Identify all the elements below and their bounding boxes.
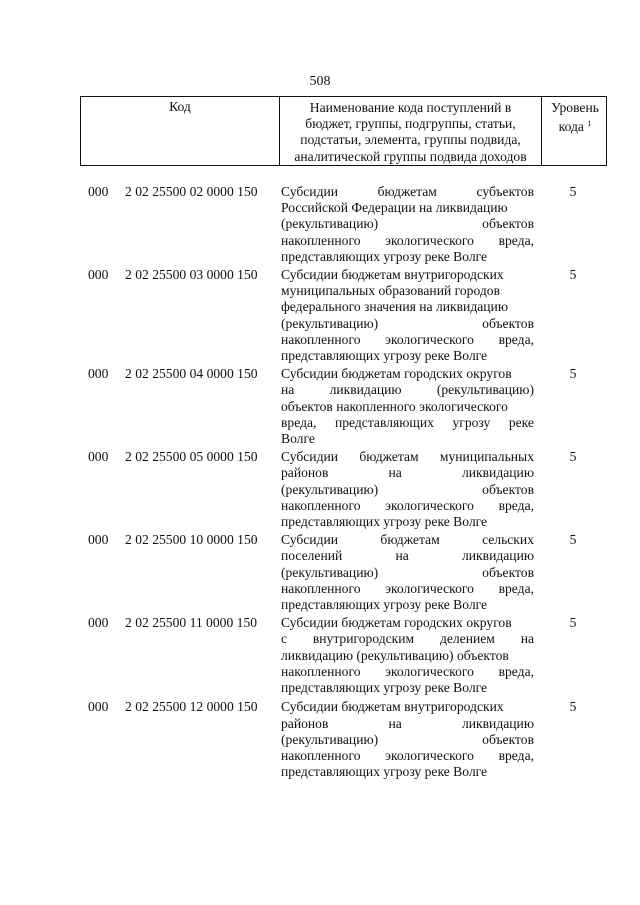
description-word: федерального значения на ликвидацию bbox=[281, 299, 508, 315]
table-row bbox=[88, 449, 608, 530]
header-level-line bbox=[542, 116, 608, 135]
table-header bbox=[80, 96, 607, 166]
description-word: объектов bbox=[482, 216, 534, 232]
description-line bbox=[281, 514, 534, 530]
revenue-description bbox=[281, 184, 534, 265]
table-row bbox=[88, 615, 608, 696]
description-line bbox=[281, 431, 534, 447]
code-prefix: 000 bbox=[88, 449, 109, 465]
table-row bbox=[88, 184, 608, 265]
description-word: на bbox=[281, 382, 295, 398]
description-line bbox=[281, 283, 534, 299]
description-word: внутригородским bbox=[312, 631, 415, 647]
code-prefix: 000 bbox=[88, 532, 109, 548]
description-line bbox=[281, 615, 534, 631]
description-word: поселений bbox=[281, 548, 343, 564]
description-word: муниципальных bbox=[439, 449, 534, 465]
description-word: представляющих угрозу реке Волге bbox=[281, 248, 488, 264]
description-word: (рекультивацию) bbox=[281, 564, 379, 580]
description-word: вреда, bbox=[281, 414, 317, 430]
code-level: 5 bbox=[569, 449, 577, 465]
description-word: накопленного bbox=[281, 580, 361, 596]
table-row bbox=[88, 366, 608, 447]
revenue-description bbox=[281, 267, 534, 364]
code-level: 5 bbox=[569, 699, 577, 715]
description-line bbox=[281, 664, 534, 680]
description-line bbox=[281, 399, 534, 415]
description-word: Субсидии бюджетам внутригородских bbox=[281, 267, 504, 283]
description-word: представляющих угрозу реке Волге bbox=[281, 348, 488, 364]
description-word: накопленного bbox=[281, 663, 361, 679]
description-word: (рекультивацию) bbox=[281, 481, 379, 497]
description-line bbox=[281, 200, 534, 216]
description-word: ликвидацию (рекультивацию) объектов bbox=[281, 647, 509, 663]
description-line bbox=[281, 184, 534, 200]
code-level: 5 bbox=[569, 184, 577, 199]
description-line bbox=[281, 680, 534, 696]
description-line bbox=[281, 716, 534, 732]
description-line bbox=[281, 748, 534, 764]
description-word: вреда, bbox=[498, 232, 534, 248]
revenue-description bbox=[281, 699, 534, 780]
code-prefix: 000 bbox=[88, 267, 109, 283]
header-name-line: бюджет, группы, подгруппы, статьи, bbox=[305, 116, 516, 132]
description-word: Российской Федерации на ликвидацию bbox=[281, 200, 508, 216]
description-line bbox=[281, 348, 534, 364]
description-word: представляющих угрозу реке Волге bbox=[281, 597, 488, 613]
description-word: представляющих угрозу реке Волге bbox=[281, 764, 488, 780]
description-word: представляющих угрозу реке Волге bbox=[281, 514, 488, 530]
description-line bbox=[281, 597, 534, 613]
description-line bbox=[281, 449, 534, 465]
description-word: объектов bbox=[482, 481, 534, 497]
table-row bbox=[88, 267, 608, 364]
description-word: вреда, bbox=[498, 663, 534, 679]
description-word: накопленного bbox=[281, 232, 361, 248]
description-word: на bbox=[388, 465, 402, 481]
description-word: угрозу bbox=[452, 414, 491, 430]
table-row bbox=[88, 532, 608, 613]
description-word: на bbox=[395, 548, 409, 564]
description-line bbox=[281, 316, 534, 332]
description-word: (рекультивацию) bbox=[436, 382, 534, 398]
revenue-code: 2 02 25500 02 0000 150 bbox=[125, 184, 258, 199]
header-level-line: Уровень bbox=[551, 100, 599, 115]
description-word: вреда, bbox=[498, 331, 534, 347]
description-word: на bbox=[388, 715, 402, 731]
description-line bbox=[281, 631, 534, 647]
code-prefix: 000 bbox=[88, 366, 109, 382]
description-word: бюджетам bbox=[359, 449, 419, 465]
description-word: экологического bbox=[385, 580, 474, 596]
revenue-code: 2 02 25500 04 0000 150 bbox=[125, 366, 258, 382]
description-word: объектов bbox=[482, 731, 534, 747]
description-word: представляющих угрозу реке Волге bbox=[281, 680, 488, 696]
description-line bbox=[281, 648, 534, 664]
description-line bbox=[281, 267, 534, 283]
description-line bbox=[281, 699, 534, 715]
revenue-description bbox=[281, 615, 534, 696]
revenue-code: 2 02 25500 03 0000 150 bbox=[125, 267, 258, 283]
description-word: объектов bbox=[482, 564, 534, 580]
description-word: вреда, bbox=[498, 747, 534, 763]
description-word: вреда, bbox=[498, 497, 534, 513]
description-line bbox=[281, 532, 534, 548]
header-name-line: Наименование кода поступлений в bbox=[309, 100, 512, 115]
table-row bbox=[88, 699, 608, 780]
description-line bbox=[281, 465, 534, 481]
revenue-code: 2 02 25500 12 0000 150 bbox=[125, 699, 258, 715]
description-word: Субсидии бюджетам городских округов bbox=[281, 366, 512, 382]
description-line bbox=[281, 249, 534, 265]
description-line bbox=[281, 581, 534, 597]
description-word: Субсидии бюджетам внутригородских bbox=[281, 699, 504, 715]
header-name-line: аналитической группы подвида доходов bbox=[294, 148, 527, 164]
description-word: вреда, bbox=[498, 580, 534, 596]
footnote-mark: 1 bbox=[587, 119, 592, 129]
description-word: Субсидии bbox=[281, 449, 339, 465]
header-level-text: кода bbox=[558, 119, 584, 135]
revenue-description bbox=[281, 449, 534, 530]
page-number: 508 bbox=[309, 74, 331, 89]
description-word: на bbox=[520, 631, 534, 647]
description-word: бюджетам bbox=[380, 532, 440, 548]
description-word: сельских bbox=[482, 532, 534, 548]
description-word: делением bbox=[439, 631, 495, 647]
description-word: экологического bbox=[385, 497, 474, 513]
description-line bbox=[281, 764, 534, 780]
code-level: 5 bbox=[569, 267, 577, 283]
description-word: (рекультивацию) bbox=[281, 315, 379, 331]
description-line bbox=[281, 366, 534, 382]
description-word: Волге bbox=[281, 431, 315, 447]
table-body bbox=[88, 184, 608, 780]
description-word: Субсидии bbox=[281, 184, 339, 199]
header-code: Код bbox=[169, 99, 191, 114]
code-prefix: 000 bbox=[88, 699, 109, 715]
description-word: реке bbox=[508, 414, 534, 430]
description-line bbox=[281, 565, 534, 581]
description-word: ликвидацию bbox=[329, 382, 402, 398]
description-word: районов bbox=[281, 465, 329, 481]
description-word: (рекультивацию) bbox=[281, 216, 379, 232]
description-word: ликвидацию bbox=[461, 465, 534, 481]
description-line bbox=[281, 498, 534, 514]
description-word: объектов bbox=[482, 315, 534, 331]
description-line bbox=[281, 216, 534, 232]
description-line bbox=[281, 299, 534, 315]
description-word: экологического bbox=[385, 232, 474, 248]
description-word: объектов накопленного экологического bbox=[281, 398, 508, 414]
description-line bbox=[281, 233, 534, 249]
revenue-code: 2 02 25500 10 0000 150 bbox=[125, 532, 258, 548]
description-word: Субсидии бюджетам городских округов bbox=[281, 615, 512, 631]
description-word: ликвидацию bbox=[461, 715, 534, 731]
description-word: накопленного bbox=[281, 331, 361, 347]
code-level: 5 bbox=[569, 615, 577, 631]
description-word: накопленного bbox=[281, 497, 361, 513]
code-prefix: 000 bbox=[88, 615, 109, 631]
description-word: представляющих bbox=[334, 414, 434, 430]
description-line bbox=[281, 332, 534, 348]
description-word: муниципальных образований городов bbox=[281, 283, 501, 299]
description-word: экологического bbox=[385, 747, 474, 763]
description-word: районов bbox=[281, 715, 329, 731]
description-line bbox=[281, 415, 534, 431]
description-word: экологического bbox=[385, 331, 474, 347]
header-name-line: подстатьи, элемента, группы подвида, bbox=[300, 132, 521, 148]
description-word: ликвидацию bbox=[461, 548, 534, 564]
description-word: экологического bbox=[385, 663, 474, 679]
code-prefix: 000 bbox=[88, 184, 109, 199]
description-word: накопленного bbox=[281, 747, 361, 763]
revenue-code: 2 02 25500 05 0000 150 bbox=[125, 449, 258, 465]
revenue-code: 2 02 25500 11 0000 150 bbox=[125, 615, 258, 631]
description-word: Субсидии bbox=[281, 532, 339, 548]
description-line bbox=[281, 382, 534, 398]
description-word: субъектов bbox=[476, 184, 534, 199]
description-line bbox=[281, 482, 534, 498]
description-line bbox=[281, 548, 534, 564]
header-level bbox=[542, 97, 608, 165]
description-line bbox=[281, 732, 534, 748]
description-word: с bbox=[281, 631, 288, 647]
code-level: 5 bbox=[569, 532, 577, 548]
revenue-description bbox=[281, 532, 534, 613]
revenue-description bbox=[281, 366, 534, 447]
code-level: 5 bbox=[569, 366, 577, 382]
description-word: бюджетам bbox=[377, 184, 437, 199]
description-word: (рекультивацию) bbox=[281, 731, 379, 747]
header-name bbox=[279, 97, 542, 165]
